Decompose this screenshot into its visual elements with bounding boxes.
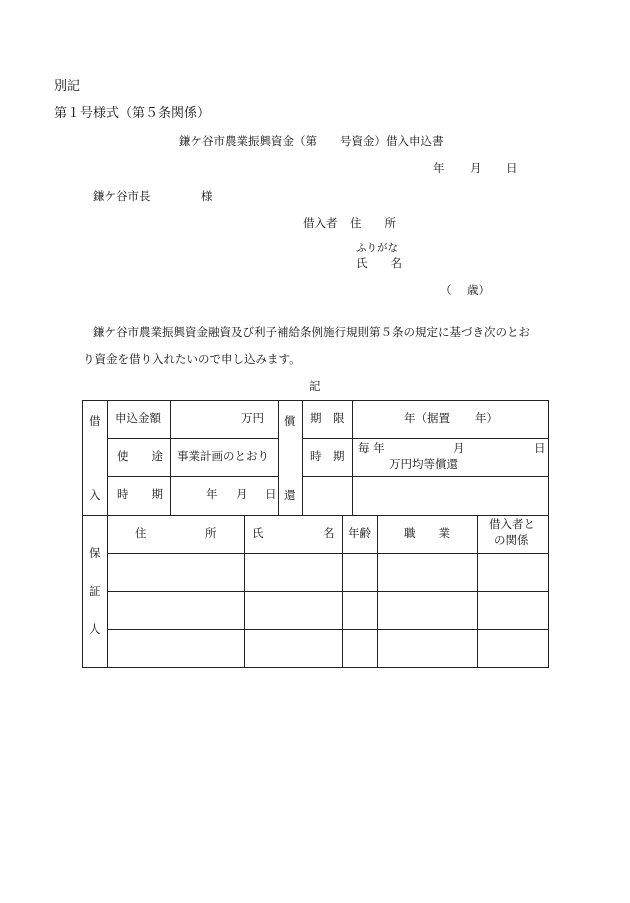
guarantor-label-2: 証 bbox=[89, 584, 101, 598]
addressee-name: 鎌ケ谷市長 bbox=[93, 189, 151, 203]
timing-label: 時 期 bbox=[117, 487, 163, 501]
header-age: 年齢 bbox=[348, 526, 371, 540]
page-title: 鎌ケ谷市農業振興資金（第 号資金）借入申込書 bbox=[179, 134, 444, 148]
purpose-value: 事業計画のとおり bbox=[177, 449, 269, 463]
period-label: 時 期 bbox=[310, 449, 345, 463]
date-year: 年 bbox=[433, 161, 445, 175]
body-line-2: り資金を借り入れたいので申し込みます。 bbox=[83, 352, 301, 366]
header-name-a: 氏 bbox=[252, 526, 264, 540]
header-address-b: 所 bbox=[205, 526, 217, 540]
applicant-address-label: 住 所 bbox=[350, 216, 396, 230]
term-label: 期 限 bbox=[310, 411, 345, 425]
header-occupation: 職 業 bbox=[404, 526, 450, 540]
date-day: 日 bbox=[506, 161, 518, 175]
borrow-label-top: 借 bbox=[89, 414, 101, 428]
period-month: 月 bbox=[453, 441, 465, 455]
applicant-furigana-label: ふりがな bbox=[356, 242, 398, 254]
guarantor-label-3: 人 bbox=[89, 622, 101, 636]
body-line-1: 鎌ケ谷市農業振興資金融資及び利子補給条例施行規則第５条の規定に基づき次のとお bbox=[93, 325, 530, 339]
repay-label-bottom: 還 bbox=[284, 488, 296, 502]
date-month: 月 bbox=[470, 161, 482, 175]
period-day: 日 bbox=[534, 441, 546, 455]
amount-label: 申込金額 bbox=[115, 411, 161, 425]
header-address-a: 住 bbox=[135, 526, 147, 540]
timing-year: 年 bbox=[206, 487, 218, 501]
header-relation-1: 借入者と bbox=[489, 517, 535, 531]
guarantor-label-1: 保 bbox=[89, 546, 101, 560]
form-number: 第１号様式（第５条関係） bbox=[54, 106, 211, 121]
repay-label-top: 償 bbox=[284, 414, 296, 428]
applicant-age-close: 歳） bbox=[467, 283, 490, 297]
header-relation-2: の関係 bbox=[494, 533, 529, 547]
borrow-label-bottom: 入 bbox=[89, 488, 101, 502]
applicant-name-label: 氏 名 bbox=[356, 256, 402, 270]
period-every-year: 毎 年 bbox=[358, 441, 385, 455]
term-value-year: 年（据置 bbox=[404, 411, 450, 425]
addressee-honorific: 様 bbox=[201, 189, 213, 203]
applicant-age-open: （ bbox=[440, 283, 452, 297]
term-value-end: 年） bbox=[475, 411, 498, 425]
timing-month: 月 bbox=[236, 487, 248, 501]
applicant-label: 借入者 bbox=[303, 216, 338, 230]
amount-unit: 万円 bbox=[241, 411, 264, 425]
ki-label: 記 bbox=[309, 379, 321, 393]
period-note: 万円均等償還 bbox=[389, 457, 458, 471]
timing-day: 日 bbox=[265, 487, 277, 501]
annex-label: 別記 bbox=[54, 79, 81, 94]
header-name-b: 名 bbox=[323, 526, 335, 540]
purpose-label: 使 途 bbox=[117, 449, 163, 463]
